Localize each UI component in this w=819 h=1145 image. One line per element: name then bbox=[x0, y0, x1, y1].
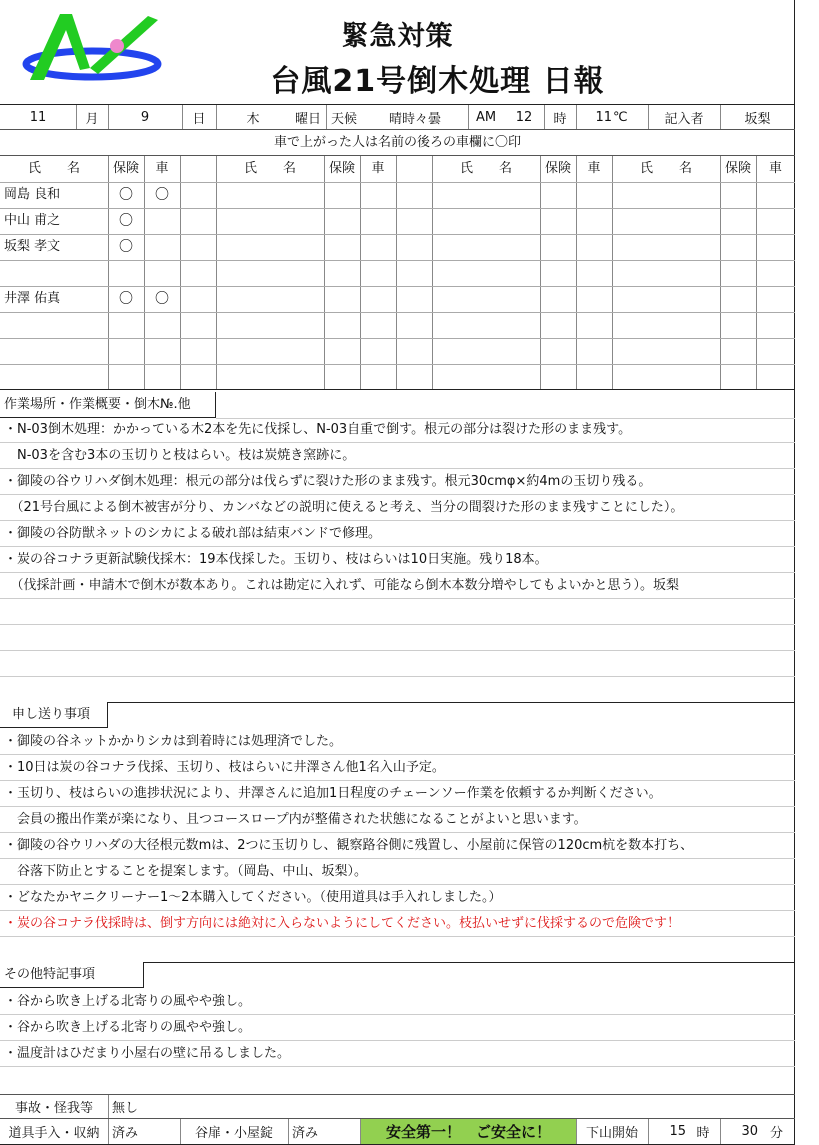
descent-min: 30 bbox=[741, 1124, 758, 1139]
member-insurance: 〇 bbox=[119, 213, 133, 229]
tools-value: 済み bbox=[112, 1126, 139, 1141]
handover-line: 谷落下防止とすることを提案します。（岡島、中山、坂梨）。 bbox=[4, 864, 367, 879]
other-line: ・温度計はひだまり小屋右の壁に吊るしました。 bbox=[4, 1046, 291, 1061]
insurance-header-4: 保険 bbox=[724, 161, 751, 176]
title-line-1: 緊急対策 bbox=[341, 21, 454, 52]
handover-line: ・御陵の谷ネットかかりシカは到着時には処理済でした。 bbox=[4, 734, 343, 749]
other-line: ・谷から吹き上げる北寄りの風やや強し。 bbox=[4, 1020, 252, 1035]
closing-row bbox=[0, 1119, 795, 1145]
member-car bbox=[144, 234, 180, 260]
member-name: 中山 甫之 bbox=[4, 213, 61, 228]
descent-label: 下山開始 bbox=[585, 1126, 638, 1141]
day-label: 日 bbox=[192, 111, 206, 127]
descent-min-label: 分 bbox=[769, 1126, 783, 1141]
name-header-2: 氏 名 bbox=[243, 161, 296, 176]
door-value: 済み bbox=[292, 1126, 319, 1141]
month-value: 11 bbox=[29, 109, 47, 125]
car-header-3: 車 bbox=[587, 161, 601, 176]
weekday-label: 曜日 bbox=[294, 111, 321, 127]
handover-line: ・どなたかヤニクリーナー1～2本購入してください。（使用道具は手入れしました。） bbox=[4, 890, 502, 905]
day-value: 9 bbox=[140, 109, 150, 125]
member-name: 井澤 佑真 bbox=[4, 291, 61, 306]
member-insurance: 〇 bbox=[119, 187, 133, 203]
name-header-3: 氏 名 bbox=[459, 161, 512, 176]
recorder-value: 坂梨 bbox=[744, 111, 771, 127]
info-row bbox=[0, 104, 795, 130]
work-line: N-03を含む3本の玉切りと枝はらい。枝は炭焼き窯跡に。 bbox=[4, 448, 356, 463]
work-line: ・御陵の谷ウリハダ倒木処理：根元の部分は伐らずに裂けた形のまま残す。根元30cmφ×約4mの玉切り残る。 bbox=[4, 474, 652, 489]
member-insurance bbox=[108, 260, 144, 286]
recorder-label: 記入者 bbox=[664, 111, 704, 127]
member-car bbox=[144, 260, 180, 286]
ampm-value: AM bbox=[475, 109, 497, 125]
accident-label: 事故・怪我等 bbox=[14, 1101, 93, 1116]
member-name: 岡島 良和 bbox=[4, 187, 61, 202]
member-car bbox=[144, 208, 180, 234]
work-line: （伐採計画・申請木で倒木が数本あり。これは勘定に入れず、可能なら倒木本数分増やしてもよいかと思う）。坂梨 bbox=[4, 578, 679, 593]
insurance-header-3: 保険 bbox=[544, 161, 571, 176]
other-section-label: その他特記事項 bbox=[0, 962, 144, 988]
descent-hour-label: 時 bbox=[696, 1126, 710, 1141]
other-line: ・谷から吹き上げる北寄りの風やや強し。 bbox=[4, 994, 252, 1009]
member-insurance: 〇 bbox=[119, 239, 133, 255]
accident-value: 無し bbox=[112, 1101, 139, 1116]
work-line: ・N-03倒木処理：かかっている木2本を先に伐採し、N-03自重で倒す。根元の部分は裂けた形のまま残す。 bbox=[4, 422, 632, 437]
member-name: 坂梨 孝文 bbox=[4, 239, 61, 254]
hour-label: 時 bbox=[553, 111, 567, 127]
temp-unit: ℃ bbox=[613, 109, 628, 125]
insurance-header-1: 保険 bbox=[112, 161, 139, 176]
car-header-4: 車 bbox=[768, 161, 782, 176]
handover-line: 会員の搬出作業が楽になり、且つコースロープ内が整備された状態になることがよいと思います。 bbox=[4, 812, 587, 827]
descent-hour: 15 bbox=[669, 1124, 686, 1139]
title-line-2: 台風21号倒木処理 日報 bbox=[270, 64, 605, 99]
handover-warning: ・炭の谷コナラ伐採時は、倒す方向には絶対に入らないようにしてください。枝払いせずに伐採するので危険です！ bbox=[4, 916, 681, 931]
temp-value: 11 bbox=[595, 109, 612, 125]
tools-label: 道具手入・収納 bbox=[8, 1126, 100, 1141]
name-header-4: 氏 名 bbox=[639, 161, 692, 176]
work-line: ・炭の谷コナラ更新試験伐採木：19本伐採した。玉切り、枝はらいは10日実施。残り18本。 bbox=[4, 552, 548, 567]
car-notice: 車で上がった人は名前の後ろの車欄に〇印 bbox=[0, 130, 795, 156]
weather-value: 晴時々曇 bbox=[388, 111, 441, 127]
insurance-header-2: 保険 bbox=[328, 161, 355, 176]
handover-section-label: 申し送り事項 bbox=[0, 702, 108, 728]
weather-label: 天候 bbox=[330, 111, 357, 127]
work-section-label: 作業場所・作業概要・倒木№.他 bbox=[0, 392, 216, 418]
hour-value: 12 bbox=[515, 109, 533, 125]
month-label: 月 bbox=[85, 111, 99, 127]
car-header-2: 車 bbox=[371, 161, 385, 176]
safety-banner: 安全第一！ ご安全に！ bbox=[361, 1119, 576, 1144]
name-header-1: 氏 名 bbox=[27, 161, 80, 176]
roster-grid bbox=[0, 156, 795, 390]
accident-row bbox=[0, 1094, 795, 1119]
member-insurance: 〇 bbox=[119, 291, 133, 307]
weekday-value: 木 bbox=[246, 111, 260, 127]
member-car: 〇 bbox=[155, 291, 169, 307]
handover-line: ・御陵の谷ウリハダの大径根元数mは、2つに玉切りし、観察路谷側に残置し、小屋前に保管の120cm杭を数本打ち、 bbox=[4, 838, 694, 853]
member-car: 〇 bbox=[155, 187, 169, 203]
handover-line: ・玉切り、枝はらいの進捗状況により、井澤さんに追加1日程度のチェーンソー作業を依頼するか判断ください。 bbox=[4, 786, 662, 801]
handover-line: ・10日は炭の谷コナラ伐採、玉切り、枝はらいに井澤さん他1名入山予定。 bbox=[4, 760, 445, 775]
work-line: ・御陵の谷防獣ネットのシカによる破れ部は結束バンドで修理。 bbox=[4, 526, 382, 541]
car-header-1: 車 bbox=[155, 161, 169, 176]
work-line: （21号台風による倒木被害が分り、カンバなどの説明に使えると考え、当分の間裂けた形のまま残すことにした）。 bbox=[4, 500, 684, 515]
door-label: 谷扉・小屋錠 bbox=[194, 1126, 273, 1141]
